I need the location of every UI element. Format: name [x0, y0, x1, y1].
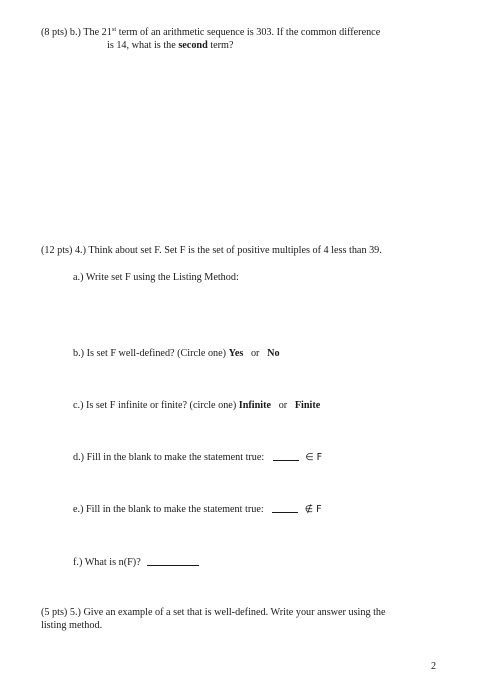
- q4-c-text: c.) Is set F infinite or finite? (circle one): [73, 400, 239, 411]
- q4-d: [73, 451, 322, 464]
- q8-line2-a: is 14, what is the: [107, 40, 179, 51]
- q4-d-blank: [273, 451, 299, 461]
- q4-b-no: No: [267, 348, 280, 359]
- q4-f-blank: [147, 556, 199, 566]
- q4-c-finite: Finite: [294, 400, 321, 411]
- page-number-text: 2: [431, 661, 437, 672]
- q8-sup: st: [111, 26, 117, 33]
- q4-b-or: or: [243, 348, 268, 359]
- q5-line-1: [41, 606, 386, 619]
- q8-line2-bold: second: [178, 40, 208, 51]
- q8-line2-b: term?: [207, 40, 234, 51]
- q4-e-blank: [272, 503, 298, 513]
- q4-d-text: d.) Fill in the blank to make the statement true:: [73, 452, 265, 463]
- q4-a-text: a.) Write set F using the Listing Method:: [73, 272, 239, 283]
- q4-e-text: e.) Fill in the blank to make the statement true:: [73, 504, 264, 515]
- q4-b: [73, 347, 280, 360]
- q5-line-2: [41, 619, 102, 632]
- q8-text-b: term of an arithmetic sequence is 303. If the common difference: [116, 27, 381, 38]
- q4-intro-text: (12 pts) 4.) Think about set F. Set F is the set of positive multiples of 4 less than 39.: [41, 245, 382, 256]
- q4-e-symbol: ∉ F: [304, 504, 322, 515]
- q8-points: (8 pts) b.): [41, 27, 81, 38]
- q4-f-text: f.) What is n(F)?: [73, 557, 141, 568]
- q4-c: [73, 399, 320, 412]
- q8-line-2: [107, 39, 234, 52]
- q4-f: [73, 556, 199, 569]
- q5-line1-text: (5 pts) 5.) Give an example of a set that is well-defined. Write your answer using the: [41, 607, 386, 618]
- q8-line-1: [41, 26, 380, 39]
- q4-intro: [41, 244, 382, 257]
- q4-d-symbol: ∈ F: [305, 452, 323, 463]
- q4-c-infinite: Infinite: [238, 400, 272, 411]
- q8-text-a: The 21: [83, 27, 112, 38]
- page-number: [431, 660, 436, 673]
- q4-b-yes: Yes: [228, 348, 244, 359]
- q4-c-or: or: [271, 400, 295, 411]
- q4-a: [73, 271, 239, 284]
- q5-line2-text: listing method.: [41, 620, 103, 631]
- q4-b-text: b.) Is set F well-defined? (Circle one): [73, 348, 229, 359]
- q4-e: [73, 503, 322, 516]
